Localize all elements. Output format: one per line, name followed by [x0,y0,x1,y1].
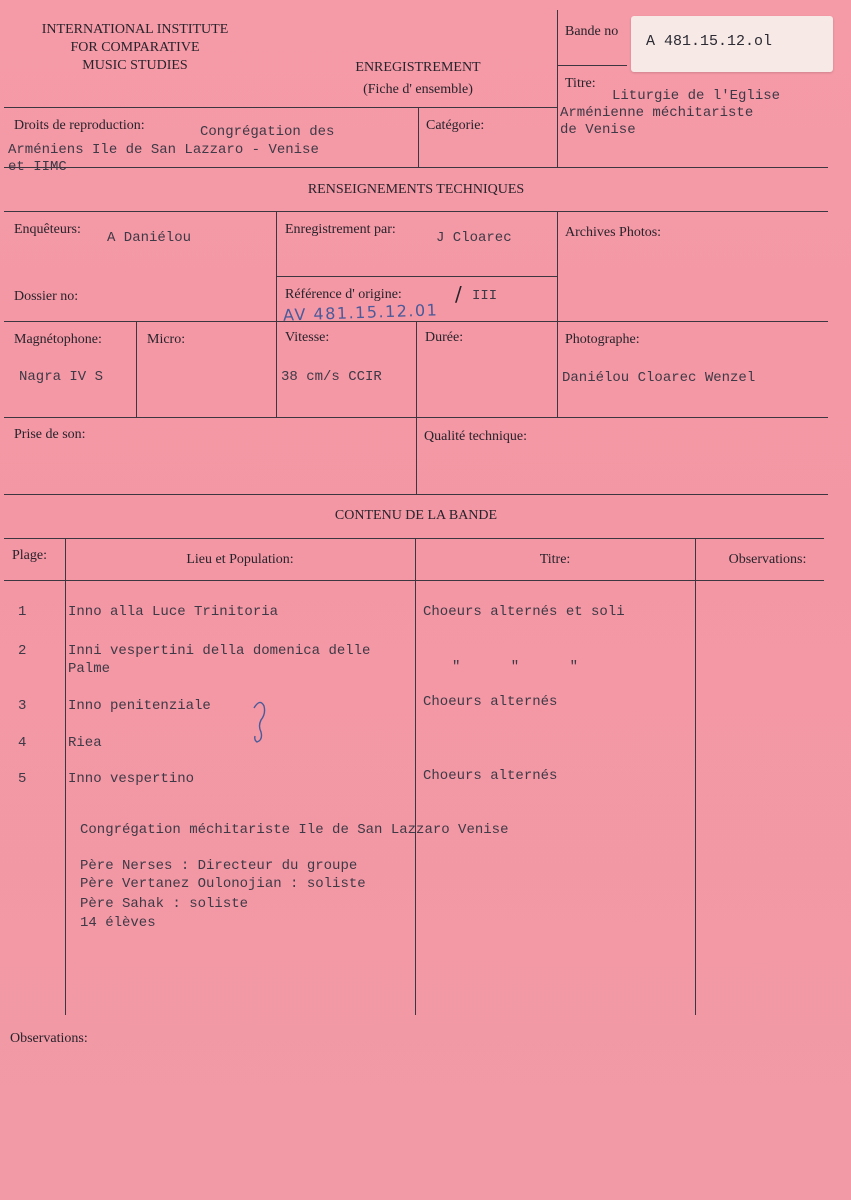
row-5-plage: 5 [18,771,27,787]
duree-label: Durée: [425,330,464,345]
row-4-lieu: Riea [68,735,102,751]
rule [416,417,417,495]
vitesse-value: 38 cm/s CCIR [281,369,382,385]
row-4-plage: 4 [18,735,27,751]
row-1-titre: Choeurs alternés et soli [423,604,625,620]
enqueteurs-value: A Daniélou [107,230,192,246]
note-eleves: 14 élèves [80,915,156,931]
row-2-plage: 2 [18,643,27,659]
row-5-titre: Choeurs alternés [423,768,558,784]
rule [557,65,627,66]
rule [415,538,416,1015]
archives-label: Archives Photos: [565,225,662,240]
form-subtitle: (Fiche d' ensemble) [363,82,473,97]
qualite-label: Qualité technique: [424,429,528,444]
col-lieu: Lieu et Population: [186,552,294,567]
enregistrement-label: Enregistrement par: [285,222,396,237]
row-5-lieu: Inno vespertino [68,771,195,787]
titre-line-1: Liturgie de l'Eglise [612,88,781,104]
titre-line-2: Arménienne méchitariste [560,105,754,121]
col-plage: Plage: [12,548,47,563]
form-title: ENREGISTREMENT [355,60,481,75]
row-2-lieu-line-2: Palme [68,661,111,677]
titre-line-3: de Venise [560,122,636,138]
photographe-value: Daniélou Cloarec Wenzel [562,370,756,386]
rule [557,211,558,321]
institute-line-1: INTERNATIONAL INSTITUTE [41,22,229,37]
institute-line-3: MUSIC STUDIES [82,58,188,73]
rule [416,321,417,417]
enqueteurs-label: Enquêteurs: [14,222,81,237]
row-3-lieu: Inno penitenziale [68,698,211,714]
magnetophone-value: Nagra IV S [19,369,104,385]
institute-line-2: FOR COMPARATIVE [70,40,200,55]
dossier-label: Dossier no: [14,289,79,304]
rule [418,107,419,167]
rule [4,107,557,108]
rule [276,276,557,277]
note-congregation: Congrégation méchitariste Ile de San Lazzaro Venise [80,822,509,838]
rights-value-3: et IIMC [8,159,67,175]
reference-slash: / [455,282,462,306]
enregistrement-value: J Cloarec [436,230,512,246]
rule [136,321,137,417]
row-3-plage: 3 [18,698,27,714]
row-1-plage: 1 [18,604,27,620]
reference-handwritten: AV 481.15.12.01 [282,300,439,325]
magnetophone-label: Magnétophone: [14,332,102,347]
rule [4,494,828,495]
rule [4,580,824,581]
rule [4,538,824,539]
note-vertanez: Père Vertanez Oulonojian : soliste [80,876,366,892]
titre-label: Titre: [565,76,596,91]
reference-value: III [472,288,498,304]
bande-label: Bande no [565,24,619,39]
prise-label: Prise de son: [14,427,86,442]
rule [276,211,277,417]
micro-label: Micro: [147,332,186,347]
rule [557,321,558,417]
col-observations: Observations: [728,552,807,567]
rights-value-1: Congrégation des [200,124,335,140]
note-nerses: Père Nerses : Directeur du groupe [80,858,358,874]
reference-label: Référence d' origine: [285,287,402,302]
observations-label: Observations: [10,1031,88,1046]
vitesse-label: Vitesse: [285,330,330,345]
bande-value: A 481.15.12.ol [646,33,773,50]
row-3-titre: Choeurs alternés [423,694,558,710]
rule [4,167,828,168]
row-2-lieu: Inni vespertini della domenica delle [68,643,371,659]
rule [557,10,558,167]
col-titre: Titre: [539,552,571,567]
rights-label: Droits de reproduction: [14,118,145,133]
categorie-label: Catégorie: [426,118,485,133]
rule [65,538,66,1015]
handwritten-bracket-mark [248,696,272,746]
technical-title: RENSEIGNEMENTS TECHNIQUES [307,182,525,197]
rule [695,538,696,1015]
rights-value-2: Arméniens Ile de San Lazzaro - Venise [8,142,319,158]
row-1-lieu: Inno alla Luce Trinitoria [68,604,279,620]
note-sahak: Père Sahak : soliste [80,896,249,912]
rule [4,211,828,212]
photographe-label: Photographe: [565,332,640,347]
row-2-titre: " " " [452,659,579,675]
contents-title: CONTENU DE LA BANDE [334,508,498,523]
